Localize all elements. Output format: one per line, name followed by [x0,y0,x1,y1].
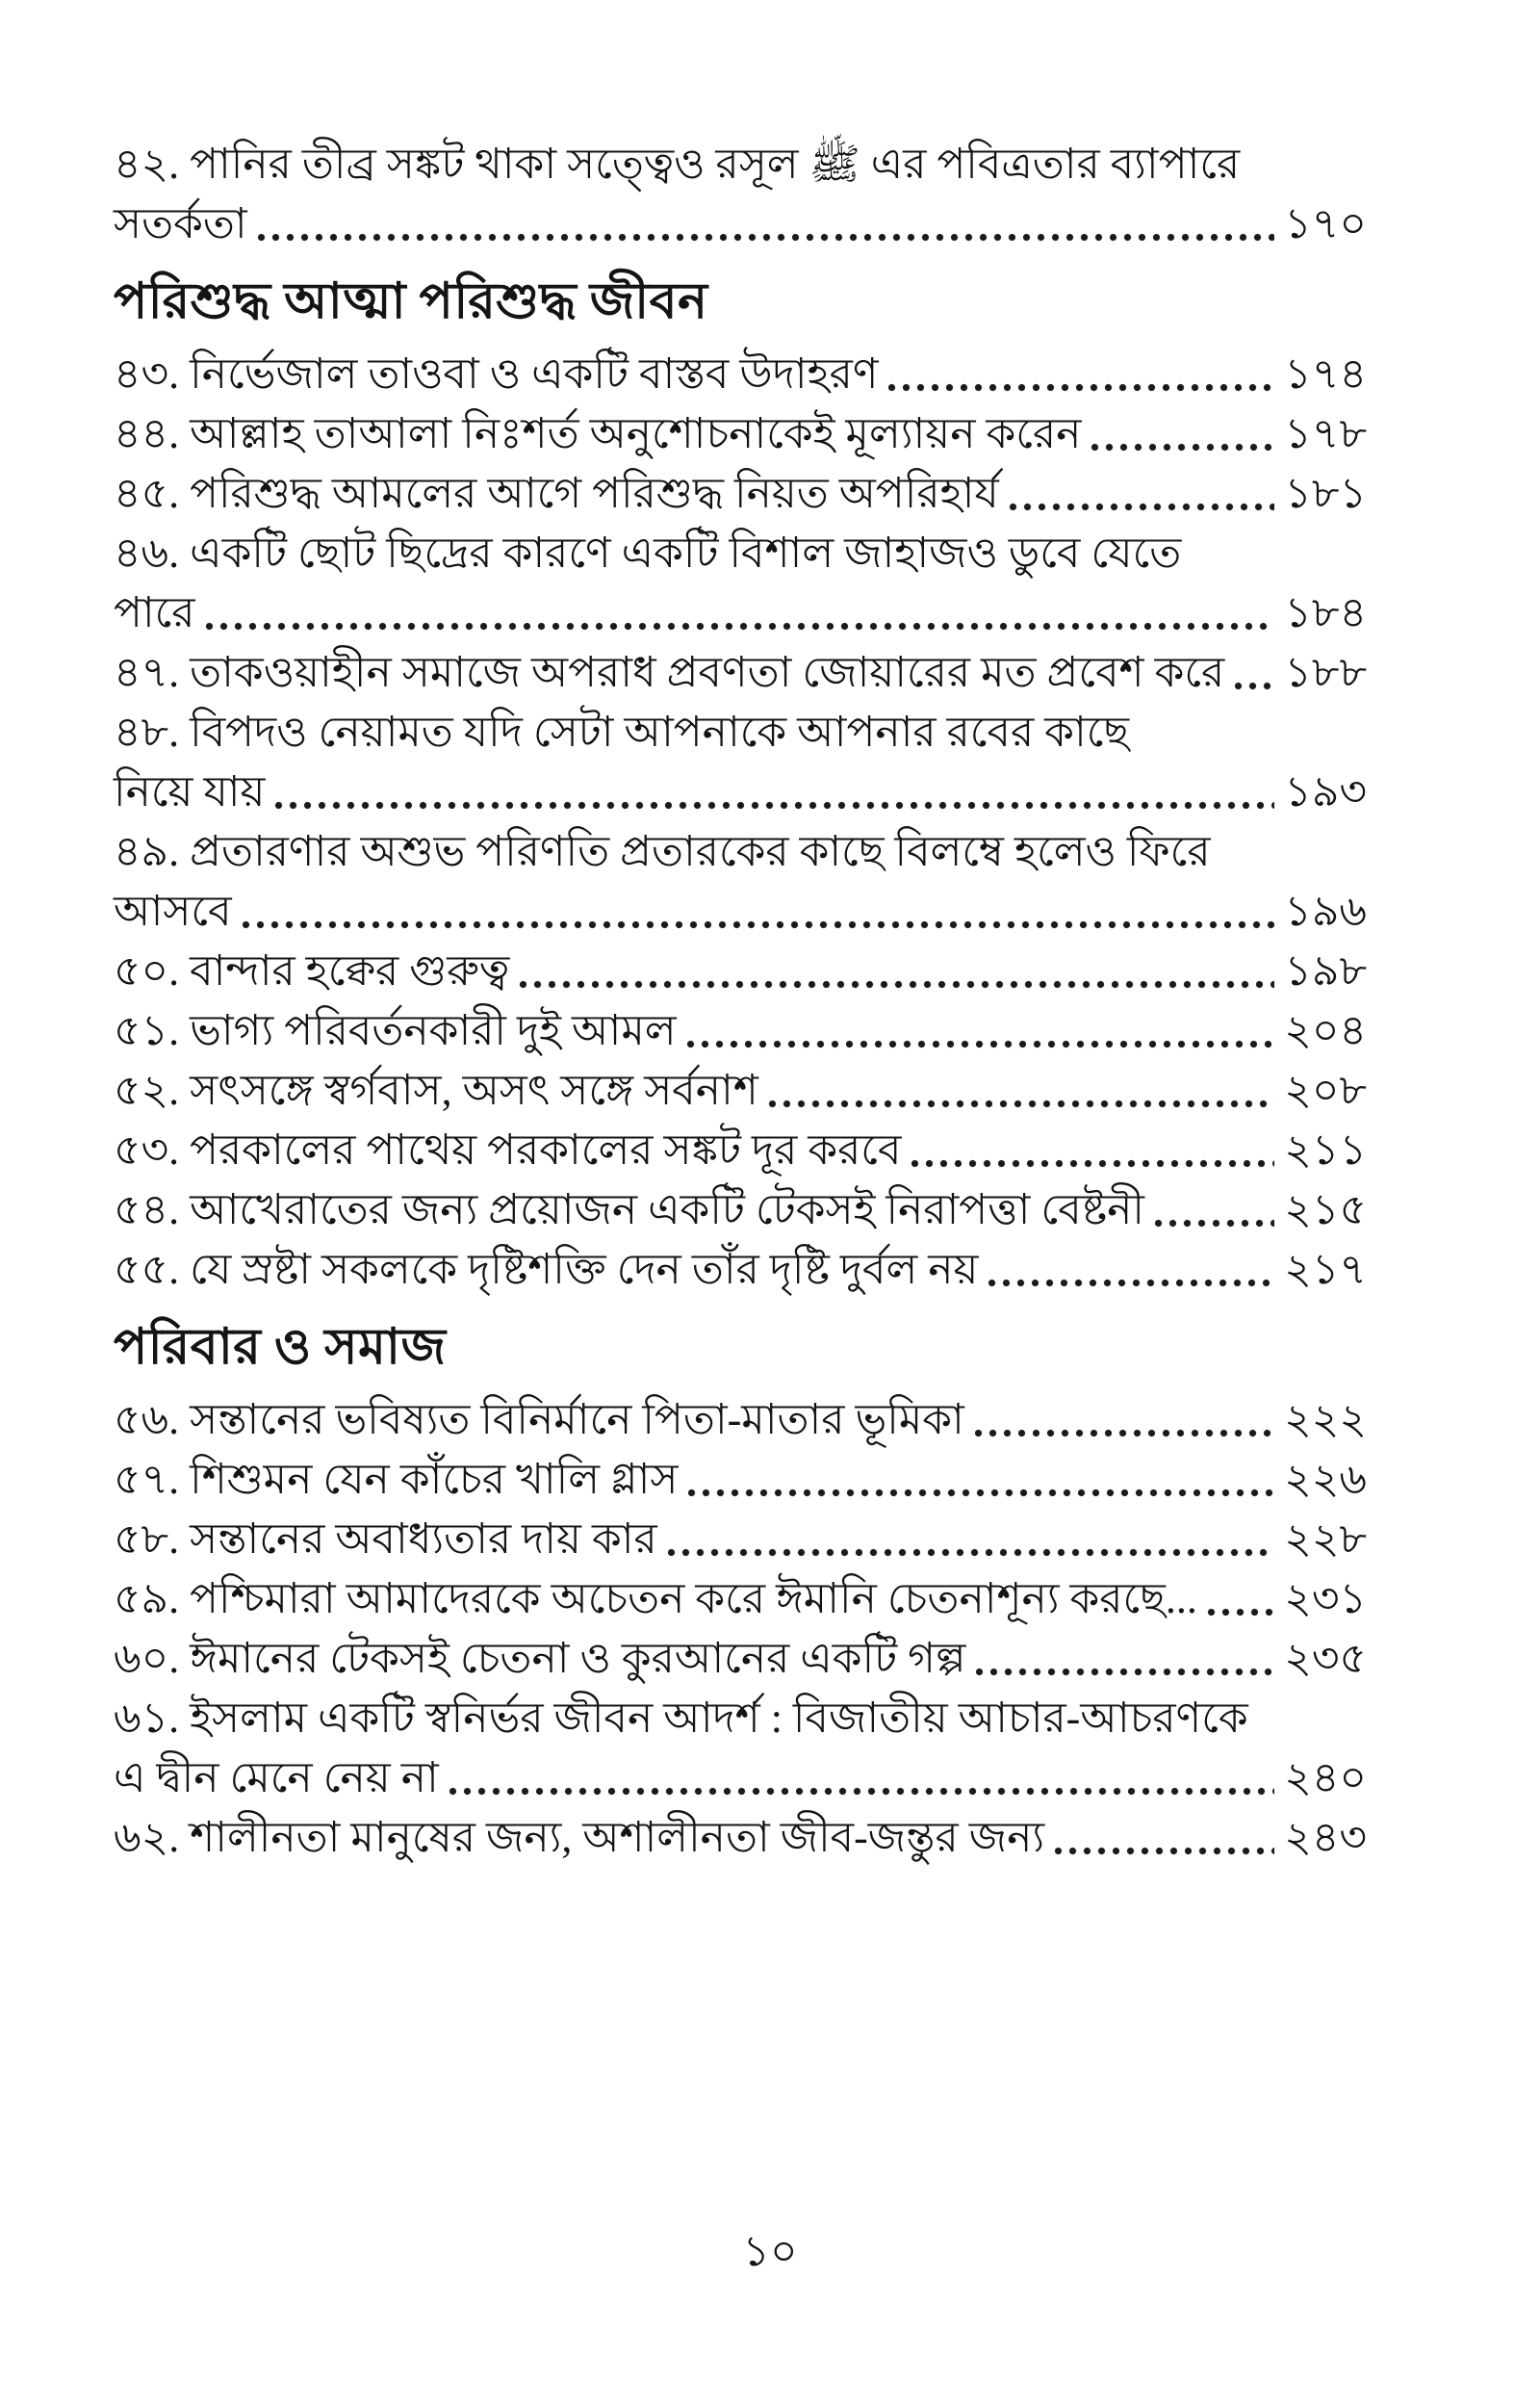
toc-item [114,345,1367,404]
dot-leader [687,1488,1274,1497]
toc-item-row [114,464,1367,524]
toc-item-title: ৫৯. পশ্চিমারা আমাদেরকে অচেতন করে ঈমানি চেতনাশূন্য করছে... [114,1575,1197,1622]
toc-item-row [114,1569,1367,1629]
toc-item-row [114,1061,1367,1121]
toc-item-title-continuation: এ দ্বীন মেনে নেয় না [114,1754,439,1801]
toc-page-number: ২০৮ [1284,1067,1367,1114]
dot-leader [519,980,1274,989]
dot-leader [686,1040,1275,1048]
toc-page-number: ২০৪ [1284,1007,1367,1054]
toc-page-number: ১৮৪ [1284,589,1367,636]
toc-item-row [114,643,1367,703]
toc-page-number: ২৩৫ [1284,1635,1367,1682]
dot-leader [449,1787,1274,1796]
dot-leader [242,920,1275,929]
toc-item-title: ৪৭. তাকওয়াহীন সমাজে অপরাধ প্রবণতা জোয়ারের মত প্রবেশ করে [114,649,1225,696]
dot-leader [1009,503,1275,511]
toc-item-row [114,404,1367,464]
toc-page-number: ১৯৩ [1284,768,1367,815]
dot-leader [1154,1219,1274,1228]
toc-item-title-continuation: পারে [114,589,195,636]
dot-leader [667,1548,1275,1557]
section-heading: পরিশুদ্ধ আত্মা পরিশুদ্ধ জীবন [114,274,708,329]
toc-item [114,703,1367,822]
toc-page-number: ১৮৮ [1284,649,1367,696]
dot-leader [274,801,1274,810]
toc-item-title: ৪৩. নির্ভেজাল তাওবা ও একটি বাস্তব উদাহরণ [114,350,879,398]
toc-item-row [114,583,1367,643]
toc-page-number: ২৩১ [1284,1575,1367,1622]
toc-item [114,1121,1367,1180]
toc-page-number: ১৭০ [1284,200,1367,247]
toc-item-title: ৫১. ভাগ্য পরিবর্তনকারী দুই আমল [114,1007,677,1054]
toc-page-number: ২১৭ [1284,1246,1367,1293]
toc-page-number: ২১১ [1284,1126,1367,1174]
toc-item-title: ৪৫. পরিশুদ্ধ আমলের আগে পরিশুদ্ধ নিয়ত অপরিহার্য [114,470,999,517]
toc-item-row [114,1180,1367,1240]
table-of-contents [114,135,1367,1868]
toc-item [114,464,1367,524]
dot-leader [974,1429,1274,1437]
toc-item [114,1510,1367,1569]
toc-item [114,135,1367,254]
toc-item-title: ৫৪. আখেরাতের জন্য প্রয়োজন একটি টেকসই নিরাপত্তা বেষ্টনী [114,1186,1144,1233]
toc-item-title-line: ৪৬. একটি ছোট ছিদ্রের কারণে একটি বিশাল জাহাজও ডুবে যেতে [114,530,1182,577]
toc-item [114,1629,1367,1689]
toc-page-number: ১৭৮ [1284,410,1367,457]
dot-leader [1207,1608,1274,1617]
toc-item [114,643,1367,703]
toc-item-title: ৬২. শালীনতা মানুষের জন্য, অশালীনতা জীব-জন্তুর জন্য [114,1814,1045,1861]
toc-page-number: ২২৮ [1284,1515,1367,1563]
toc-item-title-continuation: নিয়ে যায় [114,768,266,815]
folio-page-number: ১০ [742,2228,798,2275]
toc-item-row [114,194,1367,254]
toc-page-number: ১৯৬ [1284,888,1367,935]
toc-item-row [114,1748,1367,1808]
toc-item [114,1001,1367,1061]
toc-item-title: ৫৭. শিশুমন যেন কাঁচের খালি গ্লাস [114,1456,679,1503]
toc-item-title: ৫৫. যে স্রষ্টা সকলকে দৃষ্টিশক্তি দেন তাঁর দৃষ্টি দুর্বল নয় [114,1246,979,1293]
toc-page-number: ২২২ [1284,1396,1367,1443]
toc-item [114,942,1367,1001]
toc-page-number: ১৮১ [1284,470,1367,517]
toc-item-title: ৫২. সৎসঙ্গে স্বর্গবাস, অসৎ সঙ্গে সর্বনাশ [114,1067,758,1114]
toc-item-row [114,1510,1367,1569]
toc-item [114,1240,1367,1300]
toc-page-number: ২১৫ [1284,1186,1367,1233]
toc-item-row [114,1808,1367,1868]
toc-item-row [114,942,1367,1001]
dot-leader [1234,682,1274,690]
toc-item-title-line: ৪৮. বিপদও নেয়ামত যদি সেটা আপনাকে আপনার রবের কাছে [114,709,1130,756]
toc-item [114,1808,1367,1868]
dot-leader [887,383,1274,392]
dot-leader [975,1668,1274,1676]
dot-leader [911,1159,1274,1168]
toc-page-number: ১৯৮ [1284,947,1367,995]
dot-leader [768,1100,1274,1108]
toc-item-title: ৪৪. আল্লাহ তাআলা নিঃশর্ত অনুশোচনাকেই মূল্যায়ন করেন [114,410,1082,457]
toc-item-title: ৬০. ঈমানের টেকসই চেতনা ও কুরআনের একটি গল্প [114,1635,966,1682]
toc-item-row [114,1121,1367,1180]
toc-item [114,404,1367,464]
toc-item-title: ৫৮. সন্তানের অবাধ্যতার দায় কার [114,1515,657,1563]
toc-page-number: ১৭৪ [1284,350,1367,398]
toc-item-row [114,1001,1367,1061]
dot-leader [257,233,1275,242]
toc-item-title-line: ৪২. পানির তীব্র সঙ্কট থাকা সত্ত্বেও রসূল ﷺ এর পবিত্রতার ব্যাপারে [114,141,1241,188]
toc-item [114,524,1367,643]
toc-page-number: ২২৬ [1284,1456,1367,1503]
toc-item-title-line: ৬১. ইসলাম একটি স্বনির্ভর জীবন আদর্শ : বিজাতীয় আচার-আচরণকে [114,1695,1248,1742]
toc-item [114,1569,1367,1629]
toc-item-title: ৫৩. পরকালের পাথেয় পরকালের সঙ্কট দূর করবে [114,1126,902,1174]
toc-item [114,1180,1367,1240]
toc-item-row [114,1240,1367,1300]
toc-page-number: ২৪৩ [1284,1814,1367,1861]
toc-item-title-continuation: সতর্কতা [114,200,247,247]
toc-item-title-continuation: আসবে [114,888,232,935]
toc-item-title-line: ৪৯. প্রতারণার অশুভ পরিণতি প্রতারকের কাছে বিলম্বে হলেও ফিরে [114,828,1211,875]
toc-item [114,1689,1367,1808]
toc-item-row [114,345,1367,404]
toc-item [114,1061,1367,1121]
toc-item [114,1450,1367,1510]
toc-item-row [114,763,1367,822]
dot-leader [988,1279,1274,1287]
section-heading: পরিবার ও সমাজ [114,1320,447,1375]
toc-item-row [114,1629,1367,1689]
toc-item [114,822,1367,942]
toc-item [114,1390,1367,1450]
dot-leader [1054,1847,1274,1855]
toc-page-number: ২৪০ [1284,1754,1367,1801]
toc-item-row [114,1390,1367,1450]
dot-leader [205,622,1275,631]
toc-item-row [114,1450,1367,1510]
dot-leader [1091,443,1274,452]
toc-item-title: ৫৬. সন্তানের ভবিষ্যত বিনির্মানে পিতা-মাতার ভূমিকা [114,1396,964,1443]
toc-item-row [114,882,1367,942]
toc-item-title: ৫০. বান্দার হক্বের গুরুত্ব [114,947,510,995]
